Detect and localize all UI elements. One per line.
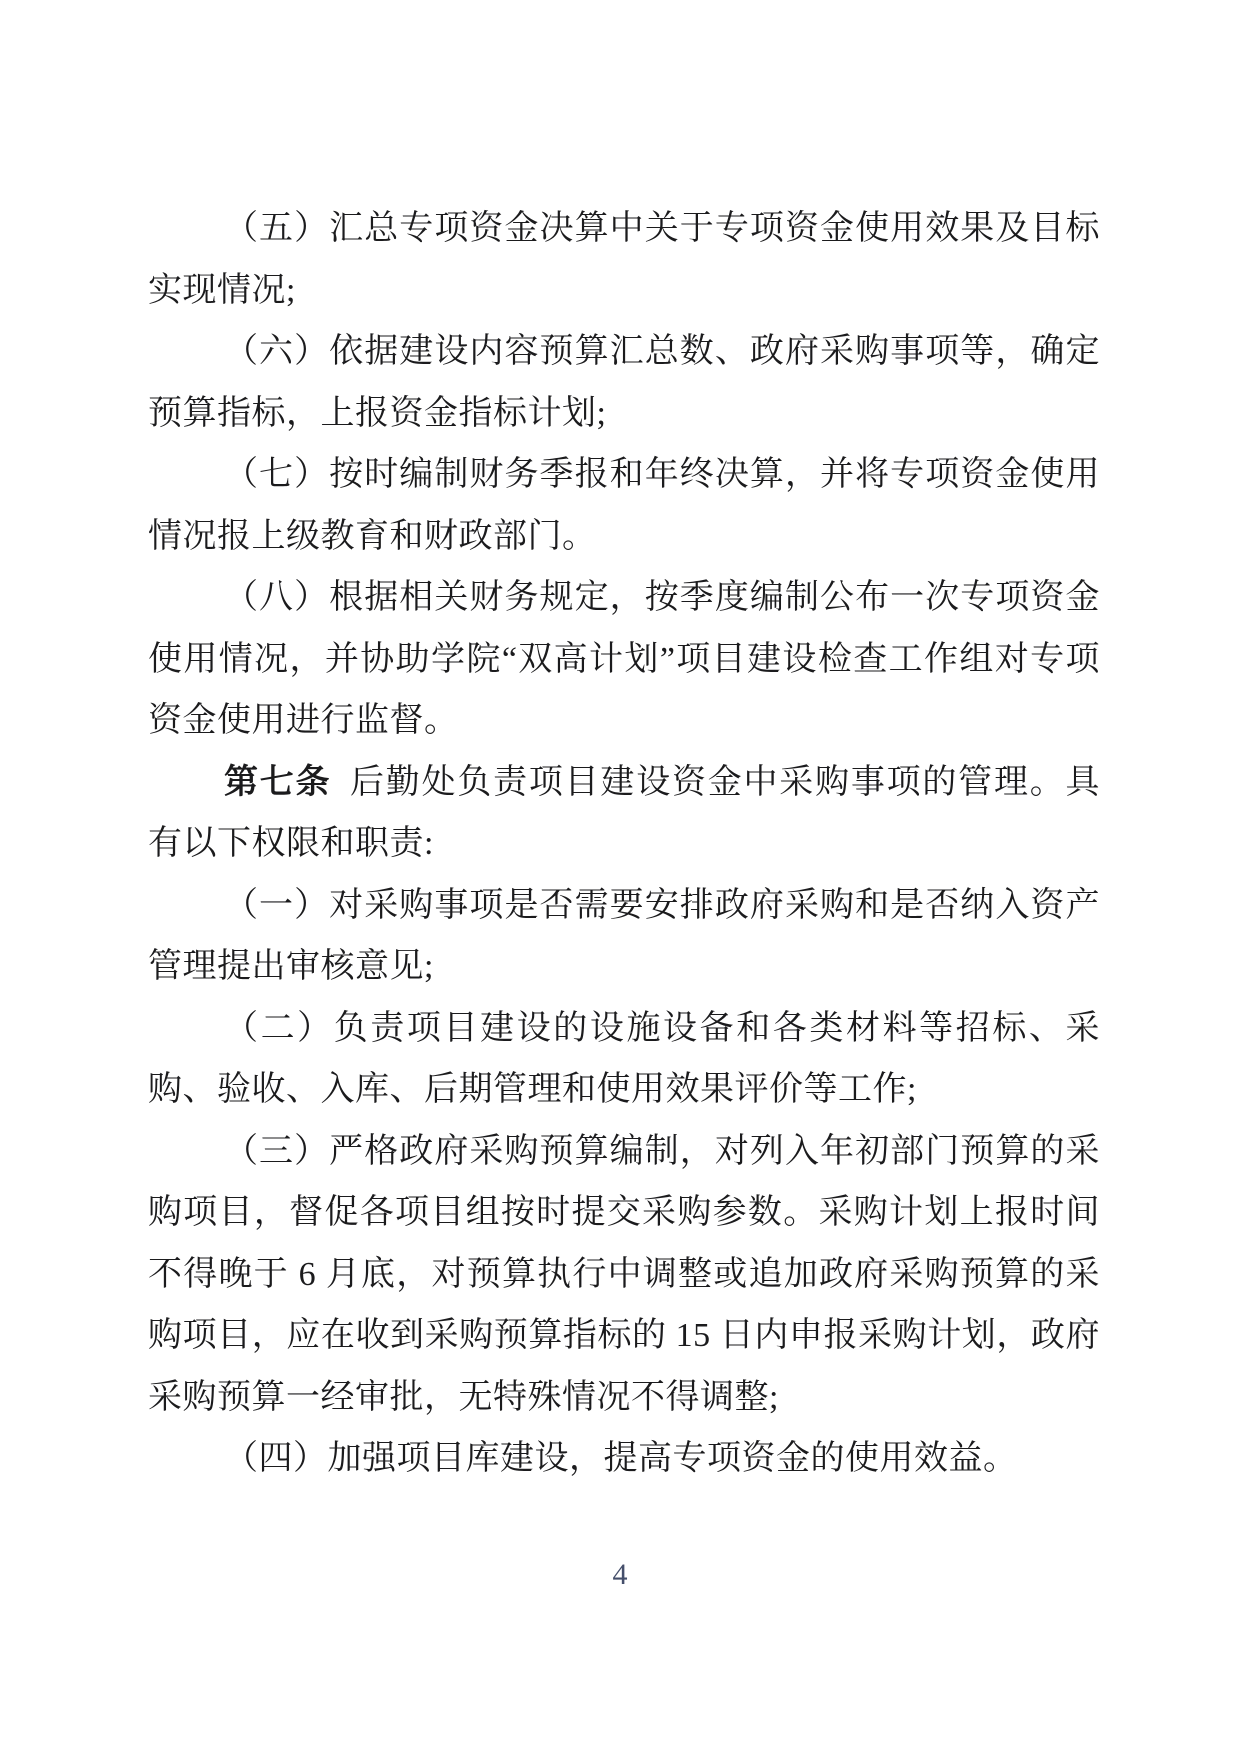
paragraph-text: （八）根据相关财务规定，按季度编制公布一次专项资金使用情况，并协助学院“双高计划”项目建设检查工作组对专项资金使用进行监督。 [148, 579, 1100, 739]
paragraph-text: （五）汇总专项资金决算中关于专项资金使用效果及目标实现情况; [148, 210, 1100, 309]
paragraph-article-7 [148, 752, 1100, 875]
paragraph-text: （七）按时编制财务季报和年终决算，并将专项资金使用情况报上级教育和财政部门。 [148, 456, 1100, 555]
paragraph-item-1 [148, 875, 1100, 998]
paragraph-text: （二）负责项目建设的设施设备和各类材料等招标、采购、验收、入库、后期管理和使用效果评价等工作; [148, 1009, 1100, 1108]
paragraph-text: （四）加强项目库建设，提高专项资金的使用效益。 [224, 1440, 1018, 1477]
document-body [148, 198, 1100, 1490]
paragraph-text: （六）依据建设内容预算汇总数、政府采购事项等，确定预算指标，上报资金指标计划; [148, 333, 1100, 432]
article-number-bold: 第七条 [224, 763, 332, 801]
paragraph-text: （三）严格政府采购预算编制，对列入年初部门预算的采购项目，督促各项目组按时提交采购参数。采购计划上报时间不得晚于 6 月底，对预算执行中调整或追加政府采购预算的采购项目，应在收到采购预算指标的 15 日内申报采购计划，政府采购预算一经审批，无特殊情况不得调整; [148, 1132, 1100, 1416]
paragraph-item-4 [148, 1428, 1100, 1490]
paragraph-item-6 [148, 321, 1100, 444]
paragraph-text: 后勤处负责项目建设资金中采购事项的管理。具有以下权限和职责: [148, 763, 1101, 862]
page-number: 4 [612, 1558, 628, 1591]
paragraph-item-7 [148, 444, 1100, 567]
paragraph-item-8 [148, 567, 1100, 752]
paragraph-item-5 [148, 198, 1100, 321]
paragraph-text: （一）对采购事项是否需要安排政府采购和是否纳入资产管理提出审核意见; [148, 886, 1100, 985]
paragraph-item-2 [148, 998, 1100, 1121]
paragraph-item-3 [148, 1121, 1100, 1429]
